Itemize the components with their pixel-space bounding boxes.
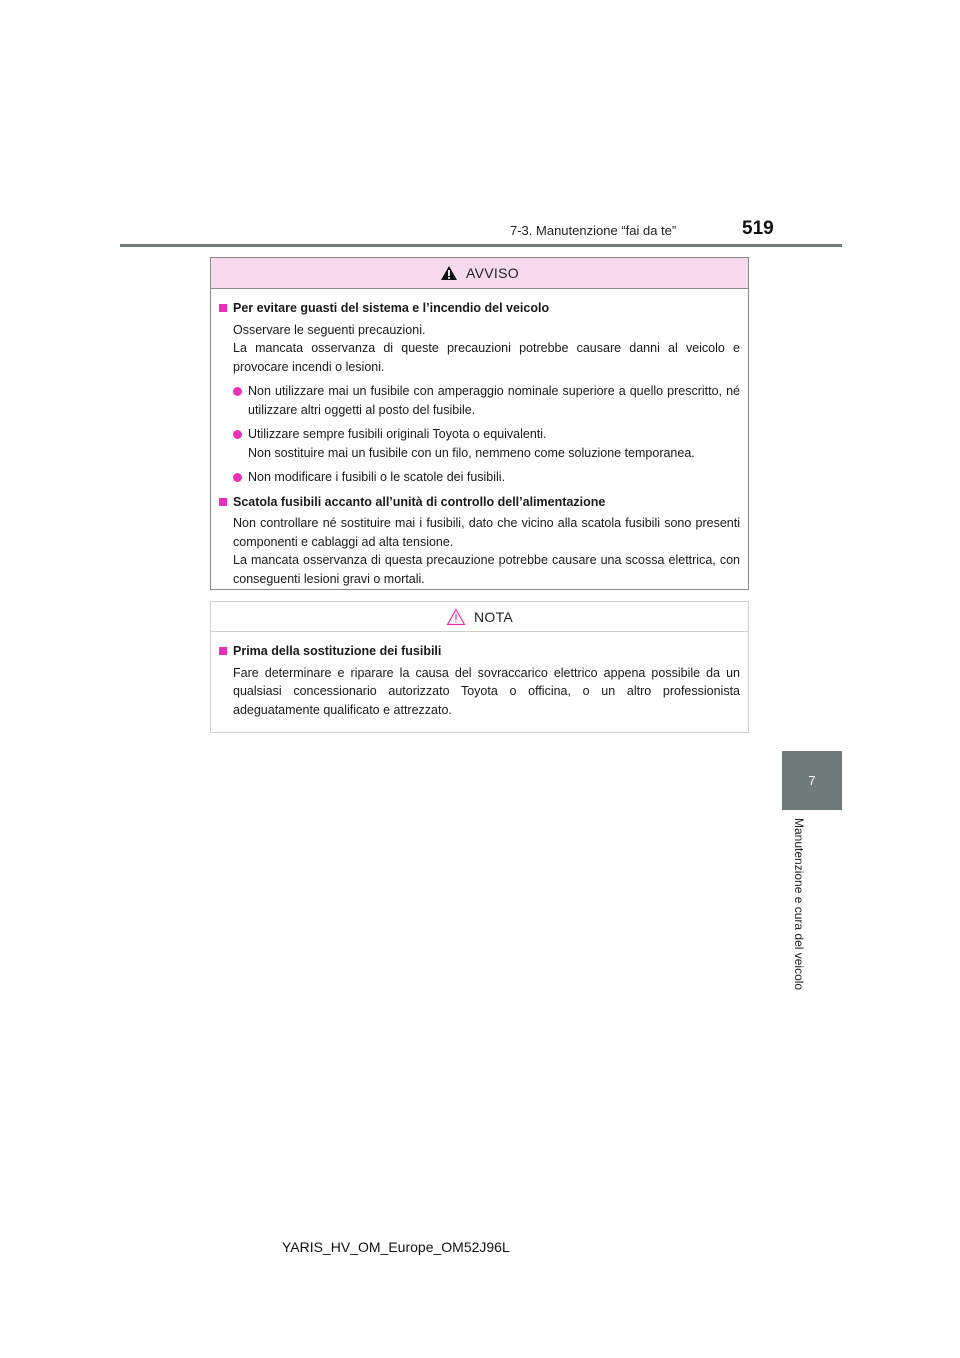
paragraph-line: Non controllare né sostituire mai i fusibili, dato che vicino alla scatola fusibili sono presenti componenti e cablaggi ad alta tensione. xyxy=(233,516,740,549)
bullet-text xyxy=(248,425,740,462)
warning-triangle-icon xyxy=(440,265,458,281)
footer-document-code: YARIS_HV_OM_Europe_OM52J96L xyxy=(282,1239,510,1255)
page-number: 519 xyxy=(742,218,774,239)
notice-box-body xyxy=(211,632,748,719)
warning-box xyxy=(210,257,749,590)
square-bullet-icon xyxy=(219,304,227,312)
paragraph-line: La mancata osservanza di queste precauzioni potrebbe causare danni al veicolo e provocare incendi o lesioni. xyxy=(233,341,740,374)
warning-section-heading xyxy=(219,493,740,512)
notice-title: NOTA xyxy=(473,608,514,625)
notice-box xyxy=(210,601,749,733)
warning-title: AVVISO xyxy=(466,265,519,281)
warning-section-heading xyxy=(219,299,740,318)
bullet-item xyxy=(233,382,740,419)
bullet-item xyxy=(233,425,740,462)
warning-paragraph xyxy=(233,321,740,377)
chapter-tab xyxy=(782,751,842,810)
chapter-side-label: Manutenzione e cura del veicolo xyxy=(792,818,806,991)
warning-box-header xyxy=(211,258,748,289)
bullet-line: Utilizzare sempre fusibili originali Toyota o equivalenti. xyxy=(248,427,547,441)
bullet-text: Non utilizzare mai un fusibile con amperaggio nominale superiore a quello prescritto, né utilizzare altri oggetti al posto del fusibile. xyxy=(248,384,740,417)
notice-section-heading xyxy=(219,642,740,661)
round-bullet-icon xyxy=(233,430,242,439)
section-heading-text: Scatola fusibili accanto all’unità di controllo dell’alimentazione xyxy=(233,494,606,509)
notice-paragraph: Fare determinare e riparare la causa del sovraccarico elettrico appena possibile da un qualsiasi concessionario autorizzato Toyota o officina, o un altro professionista adeguatamente qualificato e attrezzato. xyxy=(233,665,740,717)
section-heading-text: Per evitare guasti del sistema e l’incendio del veicolo xyxy=(233,301,550,315)
square-bullet-icon xyxy=(219,647,227,655)
paragraph-line: Osservare le seguenti precauzioni. xyxy=(233,322,426,337)
section-heading-text: Prima della sostituzione dei fusibili xyxy=(233,644,442,658)
paragraph-line: La mancata osservanza di questa precauzione potrebbe causare una scossa elettrica, con conseguenti lesioni gravi o mortali. xyxy=(233,553,740,586)
chapter-number: 7 xyxy=(808,773,816,788)
square-bullet-icon xyxy=(219,498,227,506)
caution-outline-triangle-icon xyxy=(446,608,466,626)
header-rule xyxy=(120,244,842,247)
round-bullet-icon xyxy=(233,387,242,396)
notice-box-header xyxy=(211,602,748,632)
running-header-section: 7-3. Manutenzione “fai da te” xyxy=(510,223,677,238)
round-bullet-icon xyxy=(233,473,242,482)
warning-box-body xyxy=(211,289,748,588)
bullet-text: Non modificare i fusibili o le scatole dei fusibili. xyxy=(248,470,506,484)
bullet-item xyxy=(233,468,740,487)
warning-paragraph xyxy=(233,514,740,588)
bullet-line: Non sostituire mai un fusibile con un filo, nemmeno come soluzione temporanea. xyxy=(248,445,695,460)
